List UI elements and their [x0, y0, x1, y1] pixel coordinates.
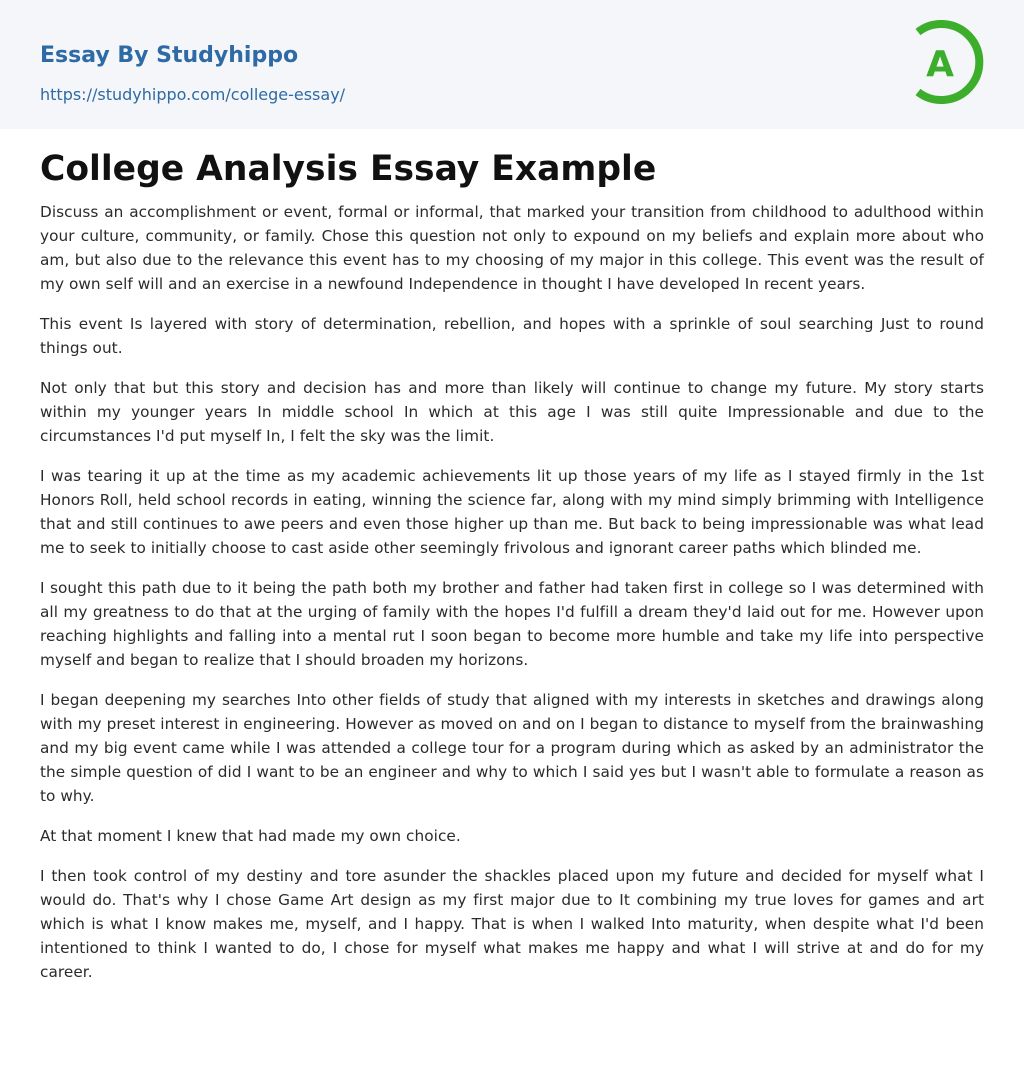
- article-container: [0, 129, 1024, 984]
- studyhippo-logo-icon[interactable]: [912, 20, 986, 104]
- brand-title[interactable]: Essay By Studyhippo: [40, 43, 299, 68]
- essay-paragraph: I was tearing it up at the time as my academic achievements lit up those years of my life as I stayed firmly in the 1st Honors Roll, held school records in eating, winning the science far, along with my mind simply brimming with Intelligence that and still continues to awe peers and even those higher up than me. But back to being impressionable was what lead me to seek to initially choose to cast aside other seemingly frivolous and ignorant career paths which blinded me.: [40, 467, 984, 557]
- essay-paragraph: I then took control of my destiny and tore asunder the shackles placed upon my future and decided for myself what I would do. That's why I chose Game Art design as my first major due to It combining my true loves for games and art which is what I know makes me, myself, and I happy. That is when I walked Into maturity, when despite what I'd been intentioned to think I wanted to do, I chose for myself what makes me happy and what I will strive at and do for my career.: [40, 867, 984, 981]
- essay-body: [40, 200, 984, 984]
- page-title: College Analysis Essay Example: [40, 149, 657, 189]
- essay-paragraph: This event Is layered with story of determination, rebellion, and hopes with a sprinkle of soul searching Just to round things out.: [40, 315, 984, 357]
- source-url-link[interactable]: https://studyhippo.com/college-essay/: [40, 85, 346, 104]
- essay-paragraph: At that moment I knew that had made my own choice.: [40, 827, 461, 845]
- essay-paragraph: I began deepening my searches Into other fields of study that aligned with my interests in sketches and drawings along with my preset interest in engineering. However as moved on and on I began to distance to myself from the brainwashing and my big event came while I was attended a college tour for a program during which as asked by an administrator the the simple question of did I want to be an engineer and why to which I said yes but I wasn't able to formulate a reason as to why.: [40, 691, 984, 805]
- essay-paragraph: I sought this path due to it being the path both my brother and father had taken first in college so I was determined with all my greatness to do that at the urging of family with the hopes I'd fulfill a dream they'd laid out for me. However upon reaching highlights and falling into a mental rut I soon began to become more humble and take my life into perspective myself and began to realize that I should broaden my horizons.: [40, 579, 984, 669]
- logo-letter: A: [926, 44, 954, 85]
- site-header: [0, 0, 1024, 129]
- essay-paragraph: Discuss an accomplishment or event, formal or informal, that marked your transition from childhood to adulthood within your culture, community, or family. Chose this question not only to expound on my beliefs and explain more about who am, but also due to the relevance this event has to my choosing of my major in this college. This event was the result of my own self will and an exercise in a newfound Independence in thought I have developed In recent years.: [40, 203, 984, 293]
- essay-paragraph: Not only that but this story and decision has and more than likely will continue to change my future. My story starts within my younger years In middle school In which at this age I was still quite Impressionable and due to the circumstances I'd put myself In, I felt the sky was the limit.: [40, 379, 984, 445]
